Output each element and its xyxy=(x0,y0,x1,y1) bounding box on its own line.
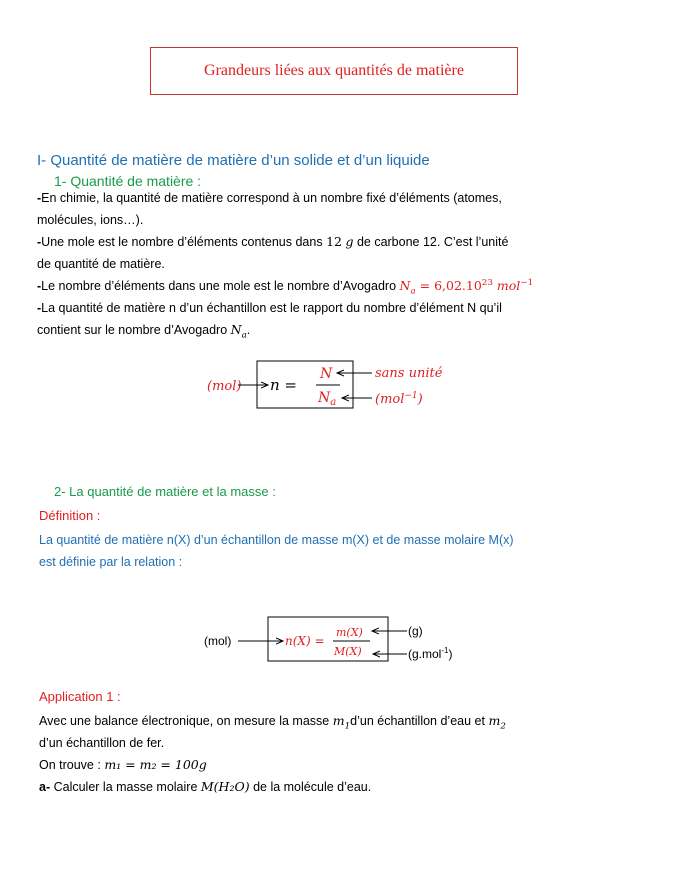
formula2-denominator: M(X) xyxy=(334,645,362,658)
avogadro-constant: $N_a = 6,02.10^{23}$ mol$^{-1}$ xyxy=(399,277,534,297)
formula1-left-unit: (mol) xyxy=(207,379,242,394)
formula1-numerator: N xyxy=(320,366,333,382)
paragraph-avogadro: -Le nombre d’éléments dans une mole est le nombre d’Avogadro $N_a = 6,02.10^{23}$ mol$^{-1}$ xyxy=(37,277,534,297)
definition-label: Définition : xyxy=(39,508,101,523)
formula1-den-label: (mol$^{-1}$) xyxy=(375,391,423,407)
application-label: Application 1 : xyxy=(39,689,121,704)
formula2-lhs: n(X) = xyxy=(285,634,325,648)
paragraph-mole: -Une mole est le nombre d’éléments contenus dans 12 g de carbone 12. C’est l’unité de quantité de matière. xyxy=(37,234,509,271)
formula2-num-unit: (g) xyxy=(408,624,423,638)
section-heading: I- Quantité de matière de matière d’un solide et d’un liquide xyxy=(37,152,430,169)
paragraph-quantity-ratio: -La quantité de matière n d’un échantillon est le rapport du nombre d’élément N qu’il contient sur le nombre d’Avogadro $N_a$. xyxy=(37,301,502,341)
formula2-numerator: m(X) xyxy=(336,626,363,639)
subsection-heading-mass: 2- La quantité de matière et la masse : xyxy=(54,484,276,499)
formula1-lhs: n = xyxy=(270,376,297,394)
application-text: Avec une balance électronique, on mesure la masse $m_1d’un$ échantillon d’eau et $m_2$ d’un échantillon de fer. On trouve : m₁ = m₂ = 100g a- Calculer la masse molaire M(H₂O) de la molécule d’eau. xyxy=(39,713,506,794)
subsection-heading: 1- Quantité de matière : xyxy=(54,173,202,189)
paragraph-definition-chemistry: -En chimie, la quantité de matière correspond à un nombre fixé d’éléments (atomes, molécules, ions…). xyxy=(37,191,502,227)
definition-text: La quantité de matière n(X) d’un échantillon de masse m(X) et de masse molaire M(x) est définie par la relation : xyxy=(39,533,514,569)
formula1-num-label: sans unité xyxy=(375,366,443,381)
formula2-den-unit: (g.mol$^{-1}$) xyxy=(408,646,453,661)
page-title: Grandeurs liées aux quantités de matière xyxy=(150,47,518,95)
formula2-left-unit: (mol) xyxy=(204,634,232,648)
formula1-denominator: $N_a$ xyxy=(318,390,337,408)
